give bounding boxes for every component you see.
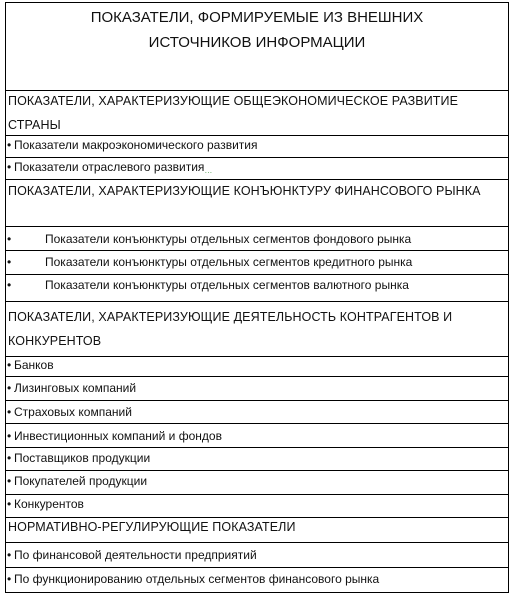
divider: [6, 567, 508, 568]
list-item: • Инвестиционных компаний и фондов: [7, 429, 222, 443]
section-heading-regulatory: НОРМАТИВНО-РЕГУЛИРУЮЩИЕ ПОКАЗАТЕЛИ: [8, 520, 296, 534]
edit-mark-icon: …: [204, 166, 213, 175]
list-item: • Показатели конъюнктуры отдельных сегментов фондового рынка: [7, 232, 412, 246]
indicators-table: [5, 2, 509, 593]
divider: [6, 274, 508, 275]
divider: [6, 135, 508, 136]
divider: [6, 542, 508, 543]
list-item: • По финансовой деятельности предприятий: [7, 548, 257, 562]
divider: [6, 301, 508, 302]
divider: [6, 376, 508, 377]
divider: [6, 470, 508, 471]
table-title: ПОКАЗАТЕЛИ, ФОРМИРУЕМЫЕ ИЗ ВНЕШНИХ ИСТОЧНИКОВ ИНФОРМАЦИИ: [90, 9, 424, 51]
list-item: • Показатели отраслевого развития…: [7, 160, 213, 175]
list-item: • Покупателей продукции: [7, 474, 148, 488]
divider: [6, 447, 508, 448]
list-item: • Показатели конъюнктуры отдельных сегментов валютного рынка: [7, 278, 409, 292]
list-item: • Поставщиков продукции: [7, 451, 151, 465]
section-heading-economy: ПОКАЗАТЕЛИ, ХАРАКТЕРИЗУЮЩИЕ ОБЩЕЭКОНОМИЧЕСКОЕ РАЗВИТИЕ СТРАНЫ: [8, 94, 459, 132]
list-item: • Показатели конъюнктуры отдельных сегментов кредитного рынка: [7, 255, 413, 269]
divider: [6, 226, 508, 227]
list-item: • По функционированию отдельных сегментов финансового рынка: [7, 572, 380, 586]
section-heading-counterparties: ПОКАЗАТЕЛИ, ХАРАКТЕРИЗУЮЩИЕ ДЕЯТЕЛЬНОСТЬ КОНТРАГЕНТОВ И КОНКУРЕНТОВ: [8, 310, 453, 348]
divider: [6, 250, 508, 251]
divider: [6, 400, 508, 401]
divider: [6, 494, 508, 495]
section-heading-market: ПОКАЗАТЕЛИ, ХАРАКТЕРИЗУЮЩИЕ КОНЪЮНКТУРУ ФИНАНСОВОГО РЫНКА: [8, 184, 481, 198]
list-item: • Показатели макроэкономического развития: [7, 138, 258, 152]
list-item: • Банков: [7, 358, 54, 372]
list-item: • Конкурентов: [7, 497, 84, 511]
divider: [6, 423, 508, 424]
divider: [6, 157, 508, 158]
list-item: • Страховых компаний: [7, 405, 132, 419]
list-item: • Лизинговых компаний: [7, 381, 137, 395]
divider: [6, 356, 508, 357]
